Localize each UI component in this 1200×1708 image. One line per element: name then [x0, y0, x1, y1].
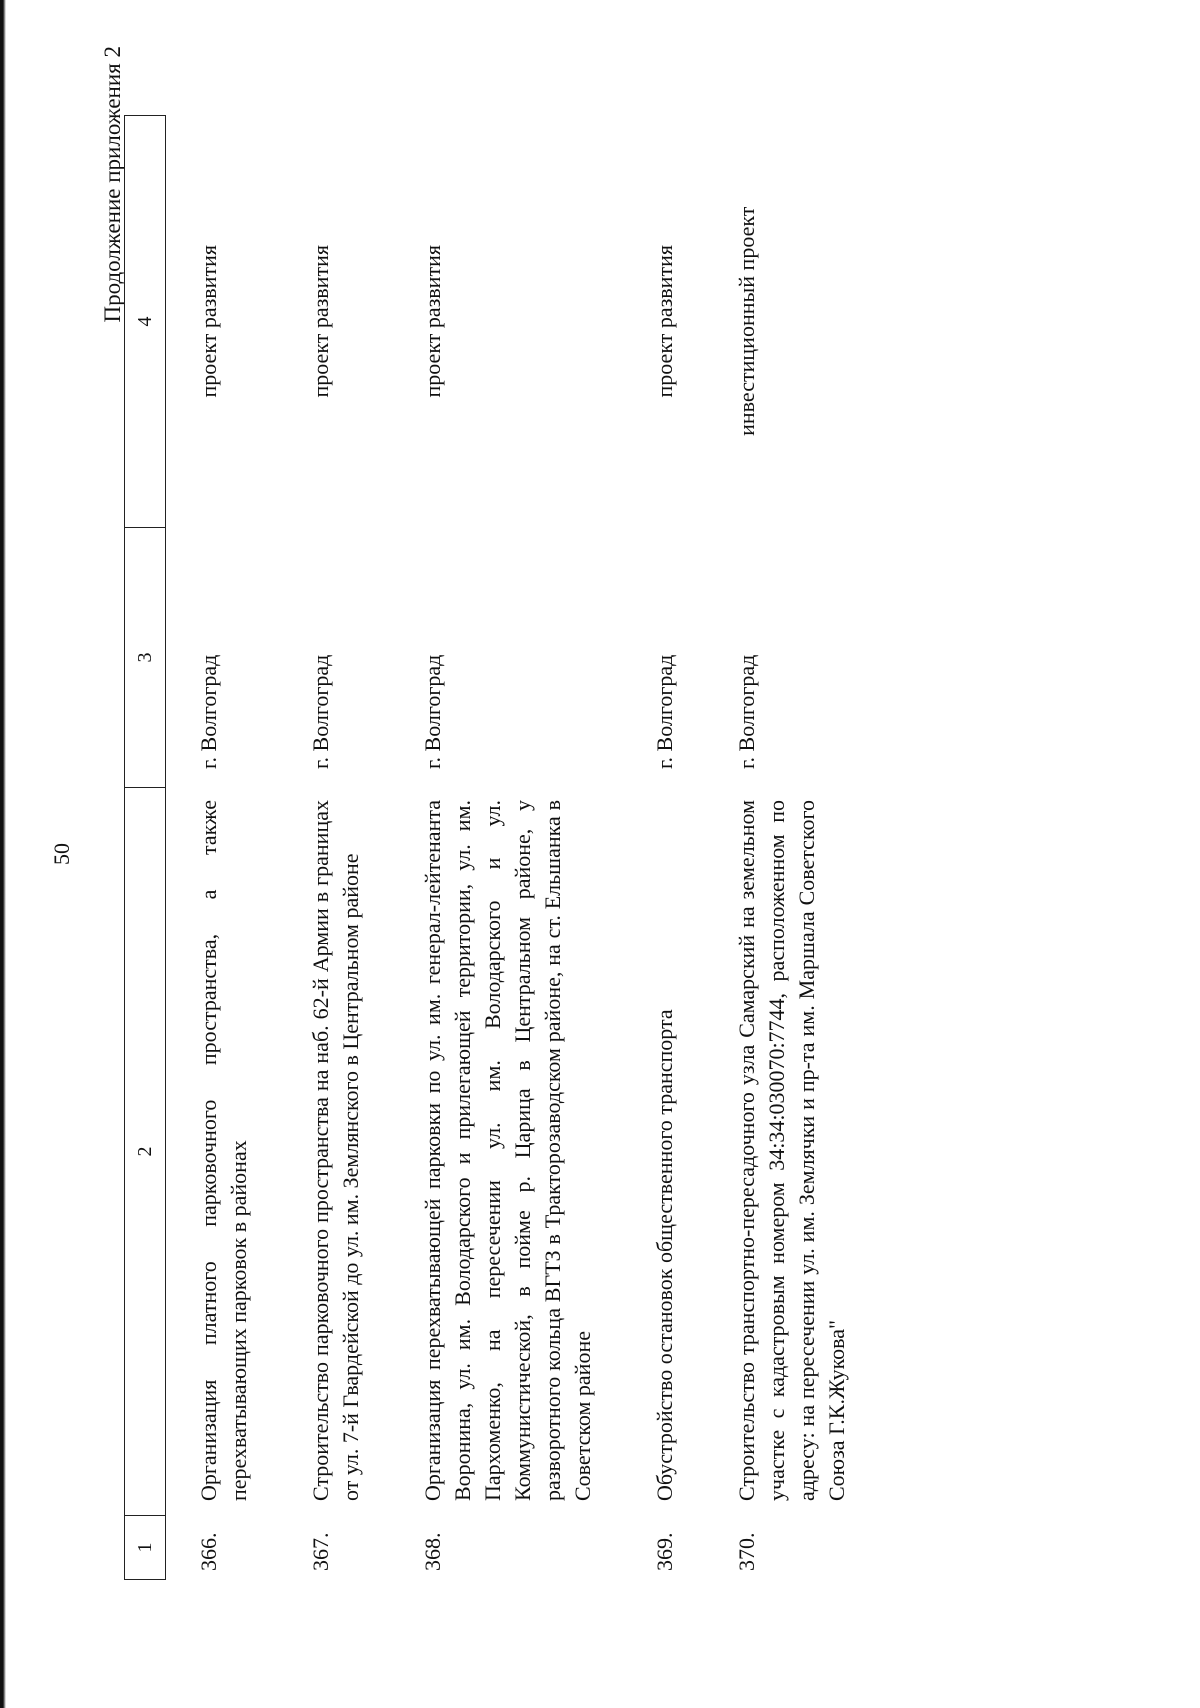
row-number: 366.: [196, 1532, 221, 1571]
header-col-1: 1: [125, 1516, 166, 1580]
row-place: г. Волгоград: [196, 654, 221, 769]
row-name: Строительство транспортно-пересадочного узла Самарский на земельном участке с кадастровым номером 34:34:030070:7744, расположенном по адресу: на пересечении ул. им. Землячки и пр-та им. Маршала Советского Союза Г.К.Жукова": [734, 800, 849, 1501]
row-name: Строительство парковочного пространства на наб. 62-й Армии в границах от ул. 7-й Гвардейской до ул. им. Землянского в Центральном районе: [308, 800, 363, 1501]
header-col-2: 2: [125, 788, 166, 1516]
table-row: [390, 116, 622, 1580]
header-col-4: 4: [125, 116, 166, 528]
row-name: Организация перехватывающей парковки по ул. им. генерал-лейтенанта Воронина, ул. им. Володарского и прилегающей территории, ул. им. Пархоменко, на пересечении ул. им. Володарского и ул. Коммунистической, в пойме р. Царица в Центральном районе, у разворотного кольца ВГТЗ в Тракторозаводском районе, на ст. Ельшанка в Советском районе: [420, 800, 595, 1501]
table-row: [704, 116, 876, 1580]
header-row: [125, 116, 166, 1580]
table-header: [125, 116, 166, 1580]
row-name: Организация платного парковочного пространства, а также перехватывающих парковок в районах: [196, 800, 251, 1501]
row-place: г. Волгоград: [652, 654, 677, 769]
row-number: 367.: [308, 1532, 333, 1571]
row-number: 368.: [420, 1532, 445, 1571]
row-type: инвестиционный проект: [734, 206, 759, 436]
table-body: [166, 116, 877, 1580]
table-row: [166, 116, 279, 1580]
row-number: 370.: [734, 1532, 759, 1571]
row-type: проект развития: [196, 245, 221, 398]
continuation-label: Продолжение приложения 2: [100, 46, 125, 323]
row-type: проект развития: [308, 245, 333, 398]
row-place: г. Волгоград: [308, 654, 333, 769]
row-number: 369.: [652, 1532, 677, 1571]
table-row: [622, 116, 704, 1580]
page-number: 50: [49, 843, 74, 865]
header-col-3: 3: [125, 528, 166, 788]
row-name: Обустройство остановок общественного транспорта: [652, 1009, 677, 1501]
appendix-table: [124, 115, 876, 1580]
row-place: г. Волгоград: [734, 654, 759, 769]
row-type: проект развития: [420, 245, 445, 398]
row-type: проект развития: [652, 245, 677, 398]
row-place: г. Волгоград: [420, 654, 445, 769]
table-row: [278, 116, 390, 1580]
